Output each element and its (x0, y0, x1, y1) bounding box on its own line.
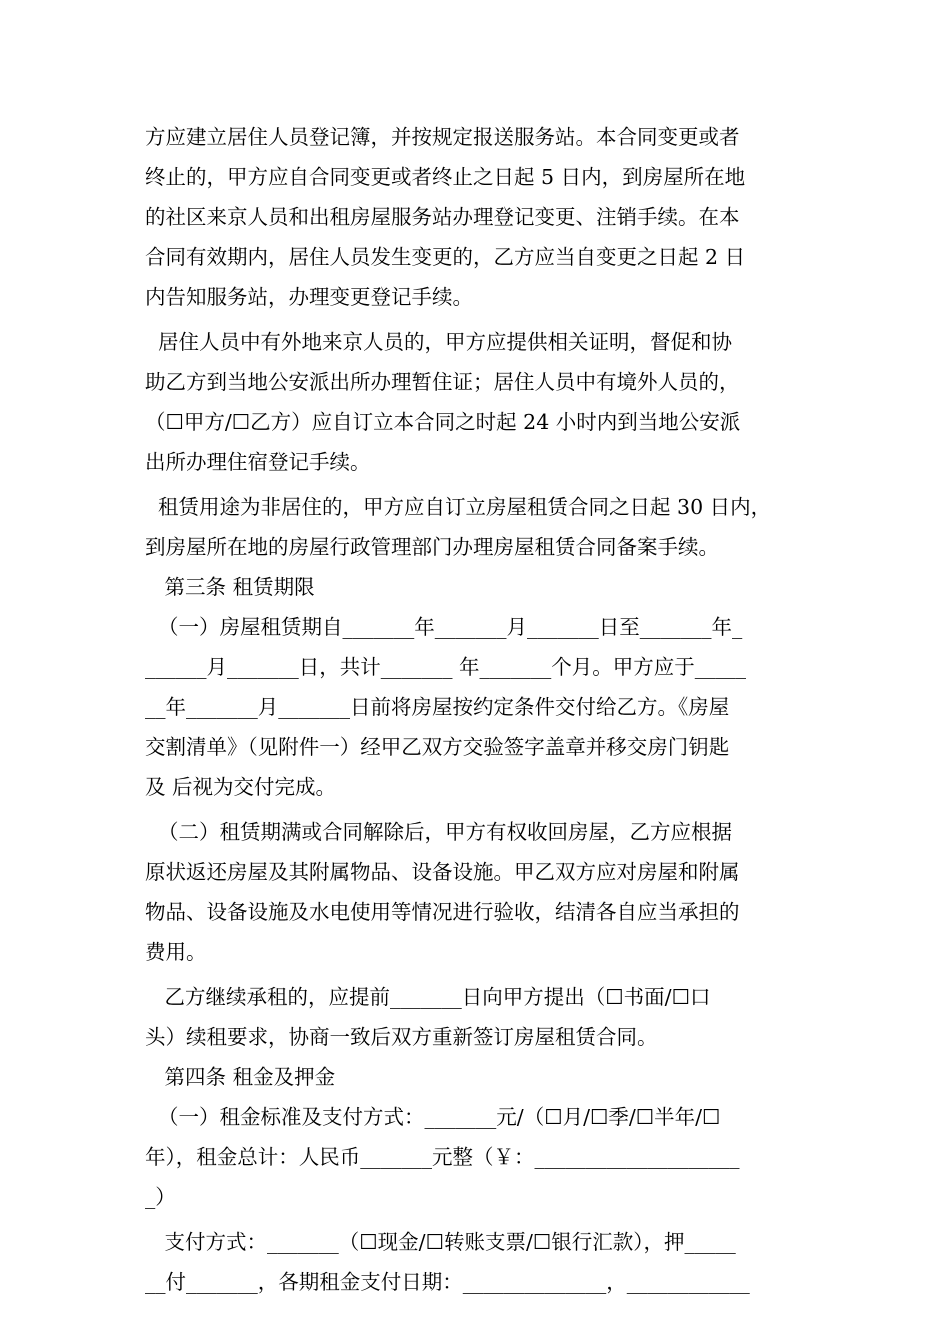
text-line: 内告知服务站，办理变更登记手续。 (145, 285, 473, 309)
text-line: 年），租金总计：人民币_______元整（￥：____________________ (145, 1145, 740, 1169)
text-line: 原状返还房屋及其附属物品、设备设施。甲乙双方应对房屋和附属 (145, 860, 740, 884)
text-line: （一）租金标准及支付方式：_______元/（☐月/☐季/☐半年/☐ (145, 1105, 721, 1129)
text-line: 交割清单》（见附件一）经甲乙双方交验签字盖章并移交房门钥匙 (145, 735, 730, 759)
text-line: 出所办理住宿登记手续。 (145, 450, 371, 474)
text-line: __年_______月_______日前将房屋按约定条件交付给乙方。《房屋 (145, 695, 730, 719)
text-line: 物品、设备设施及水电使用等情况进行验收，结清各自应当承担的 (145, 900, 740, 924)
text-line: 租赁用途为非居住的，甲方应自订立房屋租赁合同之日起 30 日内， (145, 495, 772, 519)
text-line: （☐甲方/☐乙方）应自订立本合同之时起 24 小时内到当地公安派 (145, 410, 741, 434)
text-line: 居住人员中有外地来京人员的，甲方应提供相关证明，督促和协 (145, 330, 733, 354)
contract-text (145, 117, 809, 1302)
text-line: 乙方继续承租的，应提前_______日向甲方提出（☐书面/☐口 (145, 985, 711, 1009)
text-line: 合同有效期内，居住人员发生变更的，乙方应当自变更之日起 2 日 (145, 245, 746, 269)
text-line: __付_______，各期租金支付日期：______________，____________ (145, 1270, 750, 1294)
text-line: 的社区来京人员和出租房屋服务站办理登记变更、注销手续。在本 (145, 205, 740, 229)
text-line: 到房屋所在地的房屋行政管理部门办理房屋租赁合同备案手续。 (145, 535, 719, 559)
text-line: 费用。 (145, 940, 207, 964)
text-line: ______月_______日，共计_______ 年_______个月。甲方应于_____ (145, 655, 747, 679)
text-line: 及 后视为交付完成。 (145, 775, 337, 799)
text-line: 助乙方到当地公安派出所办理暂住证；居住人员中有境外人员的， (145, 370, 740, 394)
text-line: 终止的，甲方应自合同变更或者终止之日起 5 日内，到房屋所在地 (145, 165, 746, 189)
text-line: （一）房屋租赁期自_______年_______月_______日至_______年_ (145, 615, 743, 639)
text-line: 方应建立居住人员登记簿，并按规定报送服务站。本合同变更或者 (145, 125, 740, 149)
text-line: _） (145, 1185, 176, 1209)
section-heading: 第三条 租赁期限 (145, 575, 315, 599)
text-line: 支付方式：_______（☐现金/☐转账支票/☐银行汇款），押_____ (145, 1230, 736, 1254)
text-line: 头）续租要求，协商一致后双方重新签订房屋租赁合同。 (145, 1025, 658, 1049)
section-heading: 第四条 租金及押金 (145, 1065, 336, 1089)
text-line: （二）租赁期满或合同解除后，甲方有权收回房屋，乙方应根据 (145, 820, 733, 844)
